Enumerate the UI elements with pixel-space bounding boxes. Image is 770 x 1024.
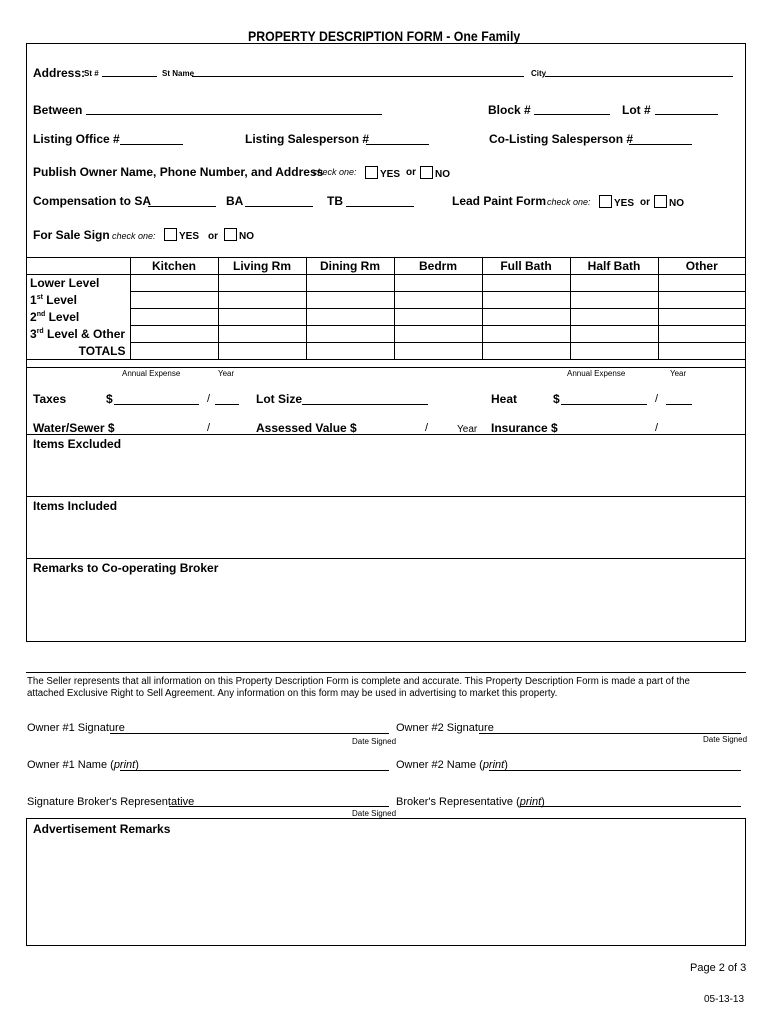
for-sale-sign-label: For Sale Sign xyxy=(33,228,110,242)
divider xyxy=(26,434,746,435)
table-cell[interactable] xyxy=(130,326,218,343)
publish-no[interactable] xyxy=(420,164,450,182)
checkbox-icon[interactable] xyxy=(654,195,667,208)
table-cell[interactable] xyxy=(658,343,745,360)
no-label: NO xyxy=(669,198,684,209)
table-cell[interactable] xyxy=(306,326,394,343)
heat-year-field[interactable] xyxy=(666,404,692,405)
compensation-sa-field[interactable] xyxy=(148,206,216,207)
divider xyxy=(26,558,746,559)
assessed-value-label: Assessed Value $ xyxy=(256,421,357,435)
annual-expense-label-2: Annual Expense xyxy=(567,369,626,378)
compensation-label: Compensation to SA xyxy=(33,194,152,208)
st-name-field[interactable] xyxy=(192,76,524,77)
city-label: City xyxy=(531,69,547,78)
table-cell[interactable] xyxy=(482,309,570,326)
broker-sig-label: Signature Broker's Representative xyxy=(27,796,195,808)
table-cell[interactable] xyxy=(658,292,745,309)
advertisement-remarks-label: Advertisement Remarks xyxy=(33,822,171,836)
table-cell[interactable] xyxy=(394,275,482,292)
owner2-sig-field[interactable] xyxy=(479,733,741,734)
for-sale-check-one: check one: xyxy=(112,231,156,241)
checkbox-icon[interactable] xyxy=(599,195,612,208)
checkbox-icon[interactable] xyxy=(224,228,237,241)
rooms-table xyxy=(26,257,745,360)
listing-salesperson-field[interactable] xyxy=(366,144,429,145)
heat-label: Heat xyxy=(491,392,518,406)
owner2-name-field[interactable] xyxy=(489,770,741,771)
lead-paint-or: or xyxy=(640,197,650,208)
tb-label: TB xyxy=(327,194,343,208)
table-cell[interactable] xyxy=(218,275,306,292)
publish-yes[interactable] xyxy=(365,164,400,182)
table-header-row xyxy=(26,258,745,275)
table-row xyxy=(26,309,745,326)
divider xyxy=(26,367,746,368)
listing-office-field[interactable] xyxy=(120,144,183,145)
table-cell[interactable] xyxy=(306,343,394,360)
broker-sig-field[interactable] xyxy=(169,806,389,807)
remarks-label: Remarks to Co-operating Broker xyxy=(33,561,219,575)
publish-or: or xyxy=(406,167,416,178)
st-num-label: St # xyxy=(84,69,99,78)
table-cell[interactable] xyxy=(482,326,570,343)
between-label: Between xyxy=(33,103,83,117)
taxes-year-field[interactable] xyxy=(215,404,239,405)
table-cell[interactable] xyxy=(394,309,482,326)
owner1-name-label: Owner #1 Name (print) xyxy=(27,759,139,771)
city-field[interactable] xyxy=(545,76,733,77)
co-listing-field[interactable] xyxy=(629,144,692,145)
publish-label: Publish Owner Name, Phone Number, and Address xyxy=(33,165,324,179)
no-label: NO xyxy=(239,231,254,242)
water-slash: / xyxy=(207,422,211,434)
col-full-bath: Full Bath xyxy=(482,258,570,275)
listing-salesperson-label: Listing Salesperson # xyxy=(245,132,370,146)
owner2-date-signed: Date Signed xyxy=(703,735,748,744)
owner1-sig-label: Owner #1 Signature xyxy=(27,722,125,734)
year-label-2: Year xyxy=(670,369,687,378)
col-bedrm: Bedrm xyxy=(394,258,482,275)
st-name-label: St Name xyxy=(162,69,195,78)
totals-label: TOTALS xyxy=(26,343,130,360)
heat-slash: / xyxy=(655,393,659,405)
checkbox-icon[interactable] xyxy=(365,166,378,179)
broker-date-signed: Date Signed xyxy=(352,809,397,818)
owner1-date-signed: Date Signed xyxy=(352,737,397,746)
between-field[interactable] xyxy=(86,114,382,115)
checkbox-icon[interactable] xyxy=(164,228,177,241)
taxes-label: Taxes xyxy=(33,392,67,406)
table-cell[interactable] xyxy=(306,309,394,326)
table-cell[interactable] xyxy=(394,343,482,360)
col-dining-rm: Dining Rm xyxy=(306,258,394,275)
table-cell[interactable] xyxy=(218,343,306,360)
lot-size-label: Lot Size xyxy=(256,392,303,406)
owner1-sig-field[interactable] xyxy=(110,733,389,734)
table-cell[interactable] xyxy=(306,292,394,309)
revision-date: 05-13-13 xyxy=(704,994,745,1005)
table-cell[interactable] xyxy=(482,343,570,360)
table-cell[interactable] xyxy=(130,309,218,326)
block-field[interactable] xyxy=(534,114,610,115)
lead-paint-yes[interactable] xyxy=(599,193,634,211)
divider xyxy=(26,496,746,497)
water-sewer-label: Water/Sewer $ xyxy=(33,421,115,435)
table-cell[interactable] xyxy=(130,275,218,292)
insurance-label: Insurance $ xyxy=(491,421,558,435)
taxes-dollar: $ xyxy=(106,392,113,406)
items-included-label: Items Included xyxy=(33,499,118,513)
heat-field[interactable] xyxy=(561,404,647,405)
table-cell[interactable] xyxy=(570,275,658,292)
col-other: Other xyxy=(658,258,745,275)
tb-field[interactable] xyxy=(346,206,414,207)
totals-row xyxy=(26,343,745,360)
assessed-slash: / xyxy=(425,422,429,434)
owner2-name-label: Owner #2 Name (print) xyxy=(396,759,508,771)
row-label-2nd: 2nd Level xyxy=(26,309,130,326)
items-excluded-label: Items Excluded xyxy=(33,437,122,451)
assessed-year-label: Year xyxy=(457,424,478,435)
broker-print-label: Broker's Representative (print) xyxy=(396,796,545,808)
lead-paint-no[interactable] xyxy=(654,193,684,211)
table-cell[interactable] xyxy=(130,343,218,360)
annual-expense-label: Annual Expense xyxy=(122,369,181,378)
col-kitchen: Kitchen xyxy=(130,258,218,275)
owner1-name-field[interactable] xyxy=(120,770,389,771)
ba-label: BA xyxy=(226,194,244,208)
taxes-slash: / xyxy=(207,393,211,405)
table-cell[interactable] xyxy=(658,309,745,326)
col-living-rm: Living Rm xyxy=(218,258,306,275)
divider xyxy=(26,672,746,673)
table-cell[interactable] xyxy=(394,326,482,343)
co-listing-label: Co-Listing Salesperson # xyxy=(489,132,634,146)
table-cell[interactable] xyxy=(130,292,218,309)
table-cell[interactable] xyxy=(570,292,658,309)
table-cell[interactable] xyxy=(570,309,658,326)
yes-label: YES xyxy=(380,169,401,180)
page-number: Page 2 of 3 xyxy=(690,962,747,974)
lead-paint-check-one: check one: xyxy=(547,197,591,207)
row-label-lower: Lower Level xyxy=(26,275,130,292)
table-cell[interactable] xyxy=(306,275,394,292)
table-cell[interactable] xyxy=(394,292,482,309)
st-num-field[interactable] xyxy=(102,76,157,77)
year-label: Year xyxy=(218,369,235,378)
table-row xyxy=(26,326,745,343)
for-sale-yes[interactable] xyxy=(164,226,199,244)
publish-check-one: check one: xyxy=(313,167,357,177)
lot-field[interactable] xyxy=(655,114,718,115)
checkbox-icon[interactable] xyxy=(420,166,433,179)
owner2-sig-label: Owner #2 Signature xyxy=(396,722,494,734)
no-label: NO xyxy=(435,169,450,180)
broker-print-field[interactable] xyxy=(520,806,741,807)
taxes-field[interactable] xyxy=(114,404,199,405)
table-cell[interactable] xyxy=(482,292,570,309)
table-row xyxy=(26,292,745,309)
yes-label: YES xyxy=(179,231,200,242)
listing-office-label: Listing Office # xyxy=(33,132,120,146)
table-corner xyxy=(26,258,130,275)
table-row xyxy=(26,275,745,292)
table-cell[interactable] xyxy=(218,292,306,309)
page-title: PROPERTY DESCRIPTION FORM - One Family xyxy=(248,28,521,44)
address-label: Address: xyxy=(33,66,86,80)
lot-size-field[interactable] xyxy=(302,404,428,405)
lead-paint-label: Lead Paint Form xyxy=(452,194,547,208)
table-cell[interactable] xyxy=(482,275,570,292)
table-cell[interactable] xyxy=(218,326,306,343)
for-sale-no[interactable] xyxy=(224,226,254,244)
table-cell[interactable] xyxy=(570,326,658,343)
row-label-1st: 1st Level xyxy=(26,292,130,309)
seller-statement: The Seller represents that all information on this Property Description Form is complete and accurate. This Property Description Form is made a part of the attached Exclusive Right to Sell Agreement. Any information on this form may be used in advertising to market this property. xyxy=(27,676,690,699)
col-half-bath: Half Bath xyxy=(570,258,658,275)
table-cell[interactable] xyxy=(658,275,745,292)
for-sale-or: or xyxy=(208,231,218,242)
table-cell[interactable] xyxy=(570,343,658,360)
row-label-3rd: 3rd Level & Other xyxy=(26,326,130,343)
lot-label: Lot # xyxy=(622,103,651,117)
ba-field[interactable] xyxy=(245,206,313,207)
table-cell[interactable] xyxy=(218,309,306,326)
advertisement-remarks-box[interactable] xyxy=(26,818,746,946)
heat-dollar: $ xyxy=(553,392,560,406)
table-cell[interactable] xyxy=(658,326,745,343)
block-label: Block # xyxy=(488,103,531,117)
insurance-slash: / xyxy=(655,422,659,434)
yes-label: YES xyxy=(614,198,635,209)
